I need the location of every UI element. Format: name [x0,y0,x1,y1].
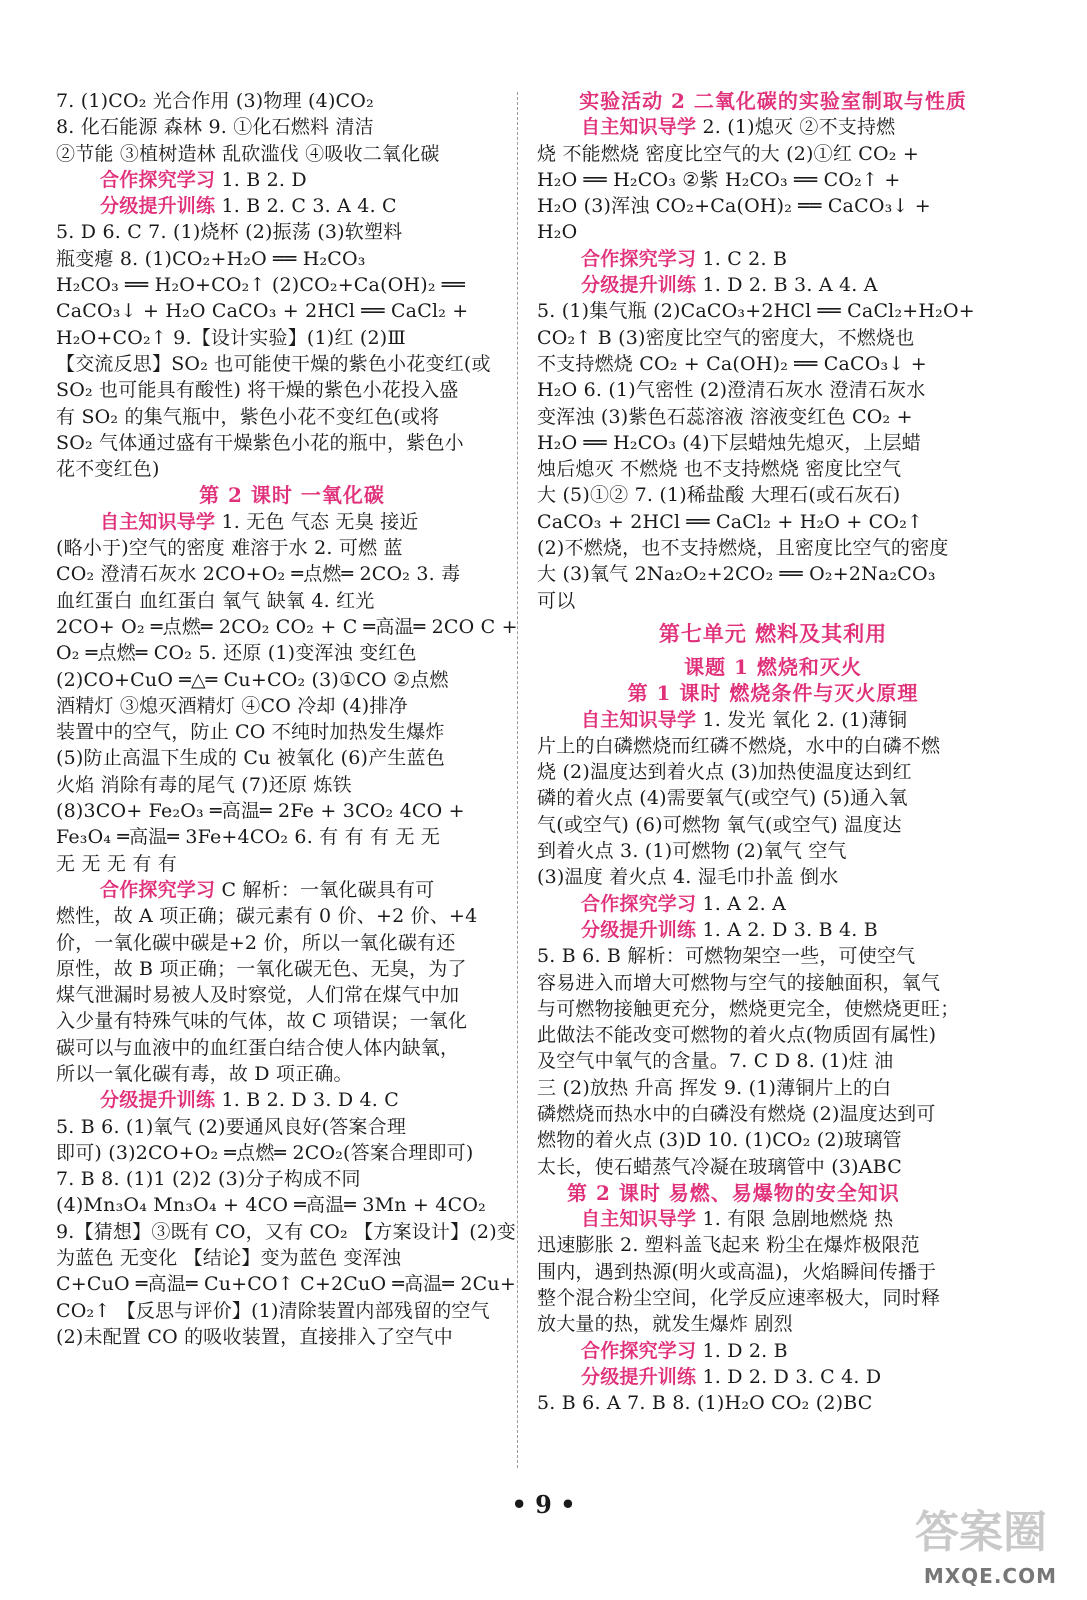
answer-line [537,1285,1009,1311]
answer-text: 磷的着火点 (4)需要氧气(或空气) (5)通入氧 [537,787,908,810]
answer-line [537,733,1009,759]
answer-line [56,167,528,193]
answer-line [56,1192,528,1218]
answer-text: (2)不燃烧，也不支持燃烧，且密度比空气的密度 [537,537,949,560]
answer-line [56,1219,528,1245]
answer-text: H₂O ══ H₂CO₃ ②紫 H₂CO₃ ══ CO₂↑ + [537,168,901,191]
answer-line [537,561,1009,587]
answer-text: 7. (1)CO₂ 光合作用 (3)物理 (4)CO₂ [56,90,374,112]
answer-line [56,1245,528,1271]
answer-text: 大 (5)①② 7. (1)稀盐酸 大理石(或石灰石) [537,484,901,507]
answer-text: 5. B 6. A 7. B 8. (1)H₂O CO₂ (2)BC [537,1392,873,1415]
answer-line [56,246,528,272]
answer-line [537,1127,1009,1153]
answer-text: 1. B 2. D [215,168,307,191]
answer-text: CO₂↑ B (3)密度比空气的密度大，不燃烧也 [537,326,915,349]
answer-text: 花不变红色) [56,458,160,481]
section-label: 合作探究学习 [581,892,697,915]
answer-text: SO₂ 也可能具有酸性) 将干燥的紫色小花投入盛 [56,379,459,402]
answer-line [537,1338,1009,1364]
answer-line [537,759,1009,785]
answer-text: 迅速膨胀 2. 塑料盖飞起来 粉尘在爆炸极限范 [537,1234,920,1257]
answer-text: (8)3CO+ Fe₂O₃ ═高温═ 2Fe + 3CO₂ 4CO + [56,800,465,823]
answer-line [537,1101,1009,1127]
answer-text: 1. A 2. D 3. B 4. B [696,918,878,941]
answer-line [56,772,528,798]
answer-text: 太长，使石蜡蒸气冷凝在玻璃管中 (3)ABC [537,1155,902,1178]
answer-line [537,707,1009,733]
answer-text: 7. B 8. (1)1 (2)2 (3)分子构成不同 [56,1168,361,1191]
answer-line [56,88,528,114]
answer-text: 5. B 6. B 解析：可燃物架空一些，可使空气 [537,945,916,968]
answer-text: 煤气泄漏时易被人及时察觉，人们常在煤气中加 [56,984,460,1007]
answer-text: Fe₃O₄ ═高温═ 3Fe+4CO₂ 6. 有 有 有 无 无 [56,826,441,849]
column-divider [517,92,518,1468]
answer-line [56,351,528,377]
section-heading: 第 2 课时 一氧化碳 [199,483,385,508]
answer-text: (3)温度 着火点 4. 湿毛巾扑盖 倒水 [537,866,839,889]
answer-text: 大 (3)氧气 2Na₂O₂+2CO₂ ══ O₂+2Na₂CO₃ [537,563,936,586]
answer-line [537,917,1009,943]
answer-line [56,1140,528,1166]
answer-line [56,219,528,245]
answer-line [56,824,528,850]
answer-text: ②节能 ③植树造林 乱砍滥伐 ④吸收二氧化碳 [56,142,440,165]
answer-text: 容易进入而增大可燃物与空气的接触面积，氧气 [537,971,941,994]
answer-line [56,193,528,219]
answer-text: O₂ ═点燃═ CO₂ 5. 还原 (1)变浑浊 变红色 [56,642,417,665]
answer-text: 酒精灯 ③熄灭酒精灯 ④CO 冷却 (4)排净 [56,694,408,717]
answer-text: 有 SO₂ 的集气瓶中，紫色小花不变红色(或将 [56,405,440,428]
answer-line [56,1166,528,1192]
answer-text: H₂O+CO₂↑ 9.【设计实验】(1)红 (2)Ⅲ [56,326,406,349]
answer-text: 放大量的热，就发生爆炸 剧烈 [537,1313,793,1336]
answer-line [56,719,528,745]
answer-text: 磷燃烧而热水中的白磷没有燃烧 (2)温度达到可 [537,1102,936,1125]
answer-line [56,982,528,1008]
answer-line [56,930,528,956]
answer-line [56,1298,528,1324]
section-heading: 第 2 课时 易燃、易爆物的安全知识 [567,1180,900,1205]
answer-text: 此做法不能改变可燃物的着火点(物质固有属性) [537,1024,937,1047]
answer-line [537,535,1009,561]
answer-line [537,325,1009,351]
answer-line [537,996,1009,1022]
answer-line [537,970,1009,996]
answer-text: 价，一氧化碳中碳是+2 价，所以一氧化碳有还 [56,931,456,954]
answer-line [56,325,528,351]
answer-text: 所以一氧化碳有毒，故 D 项正确。 [56,1062,353,1085]
section-label: 分级提升训练 [581,1365,697,1388]
section-label: 分级提升训练 [581,918,697,941]
answer-text: 为蓝色 无变化 【结论】变为蓝色 变浑浊 [56,1247,402,1270]
answer-line [537,812,1009,838]
answer-text: 【交流反思】SO₂ 也可能使干燥的紫色小花变红(或 [56,352,491,375]
answer-line [537,1259,1009,1285]
answer-line [56,141,528,167]
answer-text: 燃性，故 A 项正确；碳元素有 0 价、+2 价、+4 [56,905,478,928]
answer-text: 5. B 6. (1)氧气 (2)要通风良好(答案合理 [56,1115,407,1138]
answer-text: 5. D 6. C 7. (1)烧杯 (2)振荡 (3)软塑料 [56,221,403,244]
answer-line [56,1087,528,1113]
section-heading: 第七单元 燃料及其利用 [658,620,888,646]
answer-line [56,640,528,666]
answer-text: 整个混合粉尘空间，化学反应速率极大，同时释 [537,1287,941,1310]
answer-text: 9.【猜想】③既有 CO，又有 CO₂ 【方案设计】(2)变 [56,1220,517,1243]
answer-text: 碳可以与血液中的血红蛋白结合使人体内缺氧， [56,1036,460,1059]
section-heading: 第 1 课时 燃烧条件与灭火原理 [627,681,919,706]
answer-text: 到着火点 3. (1)可燃物 (2)氧气 空气 [537,840,847,863]
answer-line [56,1114,528,1140]
answer-text: 1. D 2. D 3. C 4. D [696,1365,882,1388]
section-label: 自主知识导学 [581,708,697,731]
answer-line [56,456,528,482]
answer-line [537,943,1009,969]
answer-line [56,535,528,561]
answer-line [56,877,528,903]
answer-text: H₂O (3)浑浊 CO₂+Ca(OH)₂ ══ CaCO₃↓ + [537,195,931,218]
answer-text: H₂O [537,221,578,244]
section-label: 合作探究学习 [581,1339,697,1362]
answer-line [537,272,1009,298]
answer-line [56,561,528,587]
answer-text: (4)Mn₃O₄ Mn₃O₄ + 4CO ═高温═ 3Mn + 4CO₂ [56,1194,486,1217]
answer-line [56,956,528,982]
section-label: 自主知识导学 [581,1208,697,1231]
answer-text: 8. 化石能源 森林 9. ①化石燃料 清洁 [56,116,374,139]
answer-line [56,377,528,403]
answer-line [537,456,1009,482]
answer-text: 2CO+ O₂ ═点燃═ 2CO₂ CO₂ + C ═高温═ 2CO C + [56,615,518,638]
answer-line [537,114,1009,140]
answer-line [537,1206,1009,1232]
answer-text: CO₂↑ 【反思与评价】(1)清除装置内部残留的空气 [56,1299,490,1322]
answer-text: 围内，遇到热源(明火或高温)，火焰瞬间传播于 [537,1260,937,1283]
answer-text: 烧 (2)温度达到着火点 (3)加热使温度达到红 [537,761,912,784]
answer-text: 1. 无色 气态 无臭 接近 [215,510,419,533]
answer-text: (略小于)空气的密度 难溶于水 2. 可燃 蓝 [56,537,403,560]
answer-line [537,891,1009,917]
answer-text: CaCO₃↓ + H₂O CaCO₃ + 2HCl ══ CaCl₂ + [56,300,469,323]
right-column [537,88,1009,1417]
answer-text: 变浑浊 (3)紫色石蕊溶液 溶液变红色 CO₂ + [537,405,913,428]
answer-line [537,141,1009,167]
answer-text: 1. B 2. C 3. A 4. C [215,195,397,218]
answer-text: 不支持燃烧 CO₂ + Ca(OH)₂ ══ CaCO₃↓ + [537,352,927,375]
watermark-url: MXQE.COM [923,1564,1057,1588]
answer-line [537,167,1009,193]
answer-line [56,1324,528,1350]
answer-text: 装置中的空气，防止 CO 不纯时加热发生爆炸 [56,721,445,744]
section-label: 自主知识导学 [100,510,216,533]
answer-line [56,851,528,877]
answer-text: 燃物的着火点 (3)D 10. (1)CO₂ (2)玻璃管 [537,1129,902,1152]
answer-text: 1. 有限 急剧地燃烧 热 [696,1208,894,1231]
section-heading: 实验活动 2 二氧化碳的实验室制取与性质 [579,89,967,113]
answer-line [537,588,1009,614]
answer-text: 三 (2)放热 升高 挥发 9. (1)薄铜片上的白 [537,1076,892,1099]
answer-text: 片上的白磷燃烧而红磷不燃烧，水中的白磷不燃 [537,734,941,757]
answer-text: 与可燃物接触更充分，燃烧更完全，使燃烧更旺； [537,997,960,1020]
answer-text: C 解析：一氧化碳具有可 [215,878,435,901]
answer-text: 原性，故 B 项正确；一氧化碳无色、无臭，为了 [56,957,467,980]
section-label: 合作探究学习 [581,247,697,270]
answer-line [537,1311,1009,1337]
answer-line [56,509,528,535]
answer-line [537,1364,1009,1390]
answer-text: CaCO₃ + 2HCl ══ CaCl₂ + H₂O + CO₂↑ [537,510,924,533]
answer-text: 2. (1)熄灭 ②不支持燃 [696,116,896,139]
answer-line [56,404,528,430]
answer-text: SO₂ 气体通过盛有干燥紫色小花的瓶中，紫色小 [56,431,464,454]
answer-line [56,667,528,693]
answer-text: 烛后熄灭 不燃烧 也不支持燃烧 密度比空气 [537,458,902,481]
answer-line [56,588,528,614]
section-label: 合作探究学习 [100,878,216,901]
answer-line [537,430,1009,456]
answer-text: 5. (1)集气瓶 (2)CaCO₃+2HCl ══ CaCl₂+H₂O+ [537,300,975,323]
answer-text: 1. B 2. D 3. D 4. C [215,1089,399,1112]
answer-line [537,1048,1009,1074]
answer-text: 即可) (3)2CO+O₂ ═点燃═ 2CO₂(答案合理即可) [56,1141,474,1164]
answer-text: CO₂ 澄清石灰水 2CO+O₂ ═点燃═ 2CO₂ 3. 毒 [56,563,461,586]
section-label: 自主知识导学 [581,116,697,139]
answer-text: 瓶变瘪 8. (1)CO₂+H₂O ══ H₂CO₃ [56,247,366,270]
answer-line [537,193,1009,219]
answer-line [537,377,1009,403]
left-column [56,88,528,1350]
answer-text: H₂O 6. (1)气密性 (2)澄清石灰水 澄清石灰水 [537,379,926,402]
answer-line [537,509,1009,535]
answer-text: 无 无 无 有 有 [56,852,177,875]
answer-text: 及空气中氧气的含量。7. C D 8. (1)炷 油 [537,1050,894,1073]
answer-line [537,864,1009,890]
page-number: • 9 • [511,1490,576,1519]
answer-line [56,114,528,140]
answer-line [537,1232,1009,1258]
answer-text: 1. A 2. A [696,892,787,915]
answer-text: C+CuO ═高温═ Cu+CO↑ C+2CuO ═高温═ 2Cu+ [56,1273,516,1296]
answer-text: 气(或空气) (6)可燃物 氧气(或空气) 温度达 [537,813,902,836]
answer-line [56,430,528,456]
answer-line [56,1271,528,1297]
answer-line [537,298,1009,324]
answer-text: (2)CO+CuO ═△═ Cu+CO₂ (3)①CO ②点燃 [56,668,449,691]
answer-text: (5)防止高温下生成的 Cu 被氧化 (6)产生蓝色 [56,747,445,770]
answer-text: 1. D 2. B [696,1339,788,1362]
watermark-logo: 答案圈 [915,1507,1047,1558]
answer-line [537,838,1009,864]
answer-line [537,246,1009,272]
answer-line [537,1075,1009,1101]
answer-text: 火焰 消除有毒的尾气 (7)还原 炼铁 [56,773,352,796]
answer-line [56,745,528,771]
answer-text: 可以 [537,589,576,612]
answer-text: 烧 不能燃烧 密度比空气的大 (2)①红 CO₂ + [537,142,919,165]
answer-line [537,351,1009,377]
answer-line [56,298,528,324]
answer-text: 1. C 2. B [696,247,788,270]
answer-text: H₂CO₃ ══ H₂O+CO₂↑ (2)CO₂+Ca(OH)₂ ══ [56,274,466,297]
answer-line [537,1022,1009,1048]
answer-line [56,693,528,719]
answer-line [56,1008,528,1034]
answer-text: 血红蛋白 血红蛋白 氧气 缺氧 4. 红光 [56,589,375,612]
answer-line [56,272,528,298]
answer-line [537,1154,1009,1180]
section-label: 分级提升训练 [581,274,697,297]
section-label: 合作探究学习 [100,168,216,191]
answer-line [56,798,528,824]
answer-line [56,614,528,640]
answer-line [537,1390,1009,1416]
answer-text: H₂O ══ H₂CO₃ (4)下层蜡烛先熄灭，上层蜡 [537,431,921,454]
answer-line [56,1061,528,1087]
answer-line [537,219,1009,245]
answer-line [537,785,1009,811]
section-label: 分级提升训练 [100,195,216,218]
answer-text: 1. 发光 氧化 2. (1)薄铜 [696,708,908,731]
answer-line [56,1035,528,1061]
answer-text: 1. D 2. B 3. A 4. A [696,274,878,297]
section-label: 分级提升训练 [100,1089,216,1112]
answer-line [56,903,528,929]
answer-text: 入少量有特殊气味的气体，故 C 项错误；一氧化 [56,1010,468,1033]
answer-text: (2)未配置 CO 的吸收装置，直接排入了空气中 [56,1325,453,1348]
answer-line [537,404,1009,430]
section-heading: 课题 1 燃烧和灭火 [684,654,862,679]
answer-line [537,482,1009,508]
